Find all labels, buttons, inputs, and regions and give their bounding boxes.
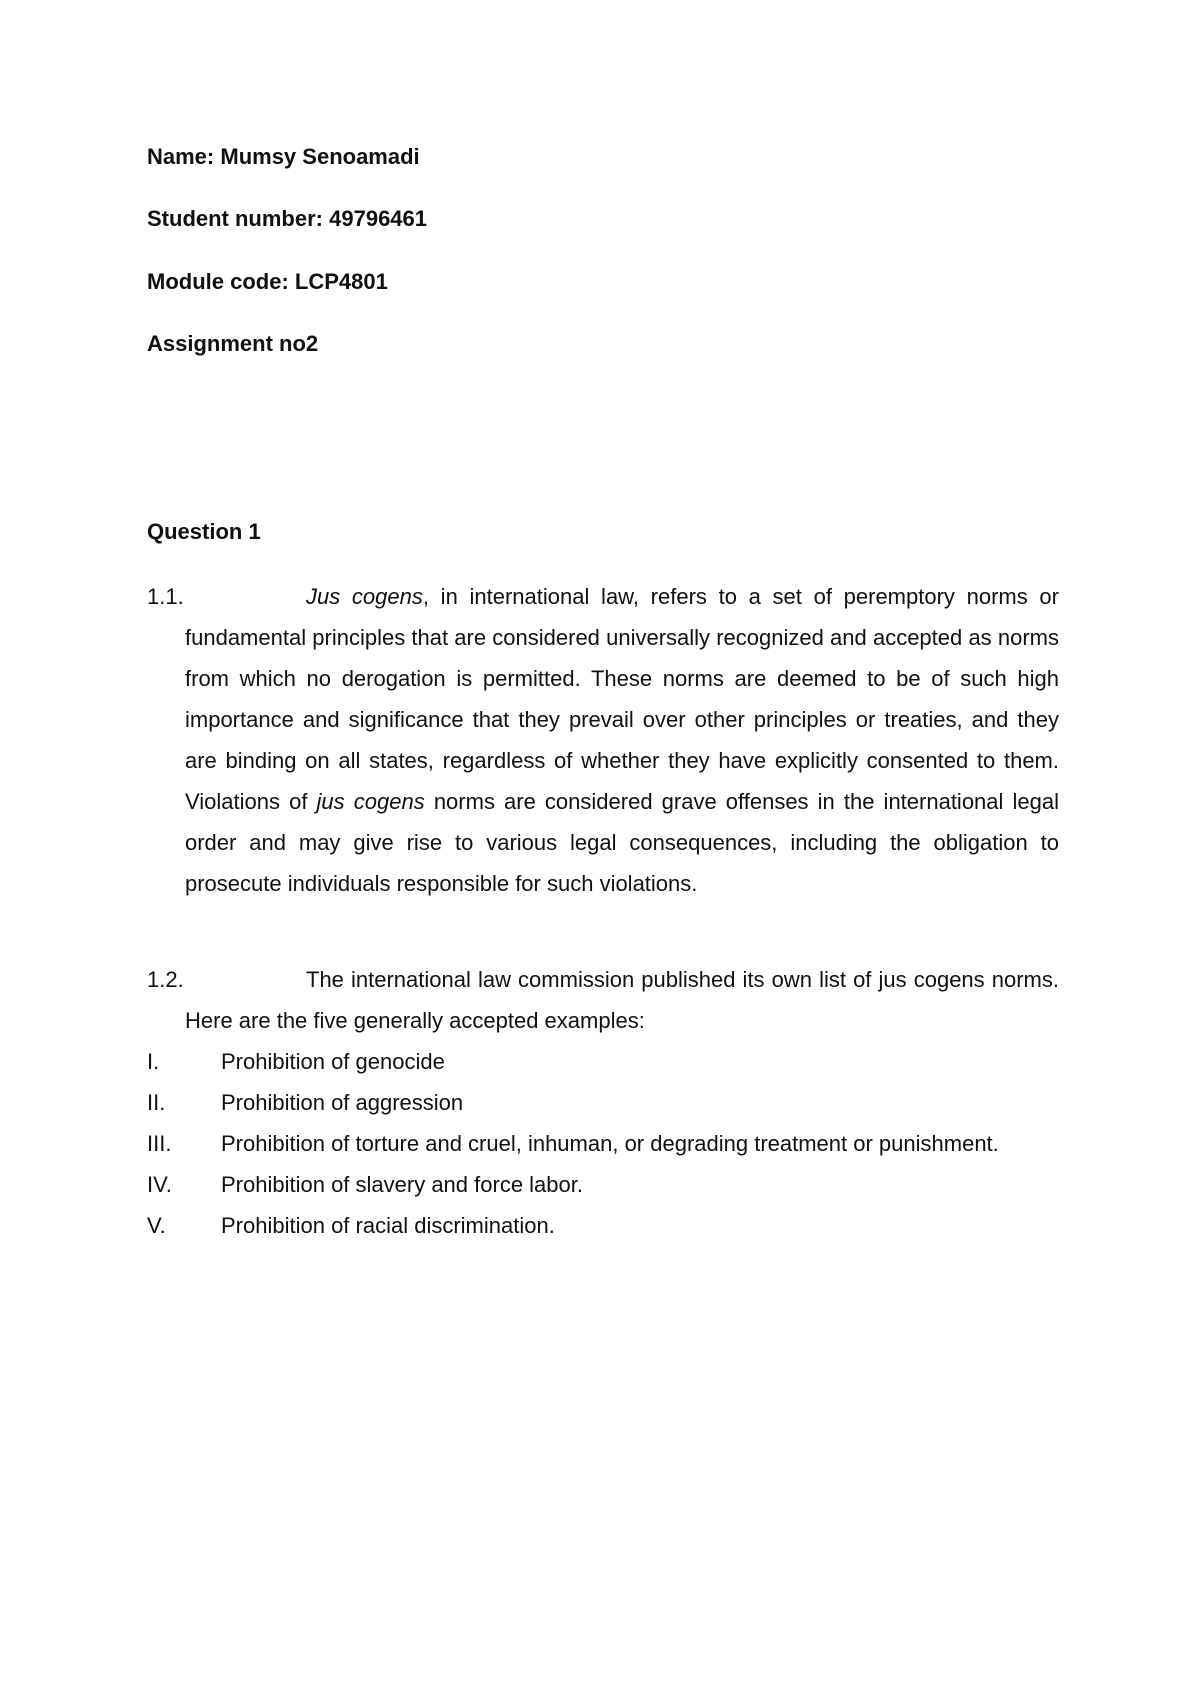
list-numeral: I. (147, 1049, 160, 1074)
paragraph-number: 1.1. (147, 584, 184, 609)
list-numeral: II. (147, 1090, 166, 1115)
list-item-text: Prohibition of racial discrimination. (221, 1213, 555, 1238)
paragraph-body (147, 576, 1059, 904)
paragraph-1-2 (147, 959, 1059, 1041)
list-item-text: Prohibition of slavery and force labor. (221, 1172, 583, 1197)
list-item (147, 1205, 1059, 1246)
list-numeral: III. (147, 1131, 172, 1156)
module-code-value: LCP4801 (294, 269, 388, 294)
name-label: Name: (147, 144, 215, 169)
list-numeral: V. (147, 1213, 166, 1238)
term-jus-cogens: Jus cogens (306, 584, 423, 609)
list-item-text: Prohibition of genocide (221, 1049, 445, 1074)
paragraph-number: 1.2. (147, 967, 184, 992)
term-jus-cogens-2: jus cogens (316, 789, 425, 814)
student-name-line (147, 144, 420, 170)
paragraph-text-b: norms are considered grave offenses in the international legal order and may give rise to various legal consequences, including the obligation to prosecute individuals responsible for such violations. (185, 789, 1059, 896)
paragraph-text-a: , in international law, refers to a set of peremptory norms or fundamental principles that are considered universally recognized and accepted as norms from which no derogation is permitted. These norms are deemed to be of such high importance and significance that they prevail over other principles or treaties, and they are binding on all states, regardless of whether they have explicitly consented to them. Violations of (185, 584, 1059, 814)
module-code-line (147, 269, 388, 295)
list-numeral: IV. (147, 1172, 172, 1197)
assignment-line: Assignment no2 (147, 331, 319, 356)
list-item (147, 1082, 1059, 1123)
list-item (147, 1164, 1059, 1205)
student-number-line (147, 206, 427, 232)
module-code-label: Module code: (147, 269, 289, 294)
paragraph-body: The international law commission published its own list of jus cogens norms. Here are the five generally accepted examples: (185, 967, 1059, 1033)
student-number-value: 49796461 (329, 206, 428, 231)
name-value: Mumsy Senoamadi (220, 144, 420, 169)
list-item-text: Prohibition of torture and cruel, inhuman, or degrading treatment or punishment. (221, 1131, 999, 1156)
paragraph-1-1 (147, 576, 1059, 904)
question-title: Question 1 (147, 519, 261, 544)
list-item-text: Prohibition of aggression (221, 1090, 464, 1115)
student-number-label: Student number: (147, 206, 323, 231)
list-item (147, 1123, 1059, 1164)
list-item (147, 1041, 1059, 1082)
jus-cogens-examples-list (147, 1041, 1059, 1246)
